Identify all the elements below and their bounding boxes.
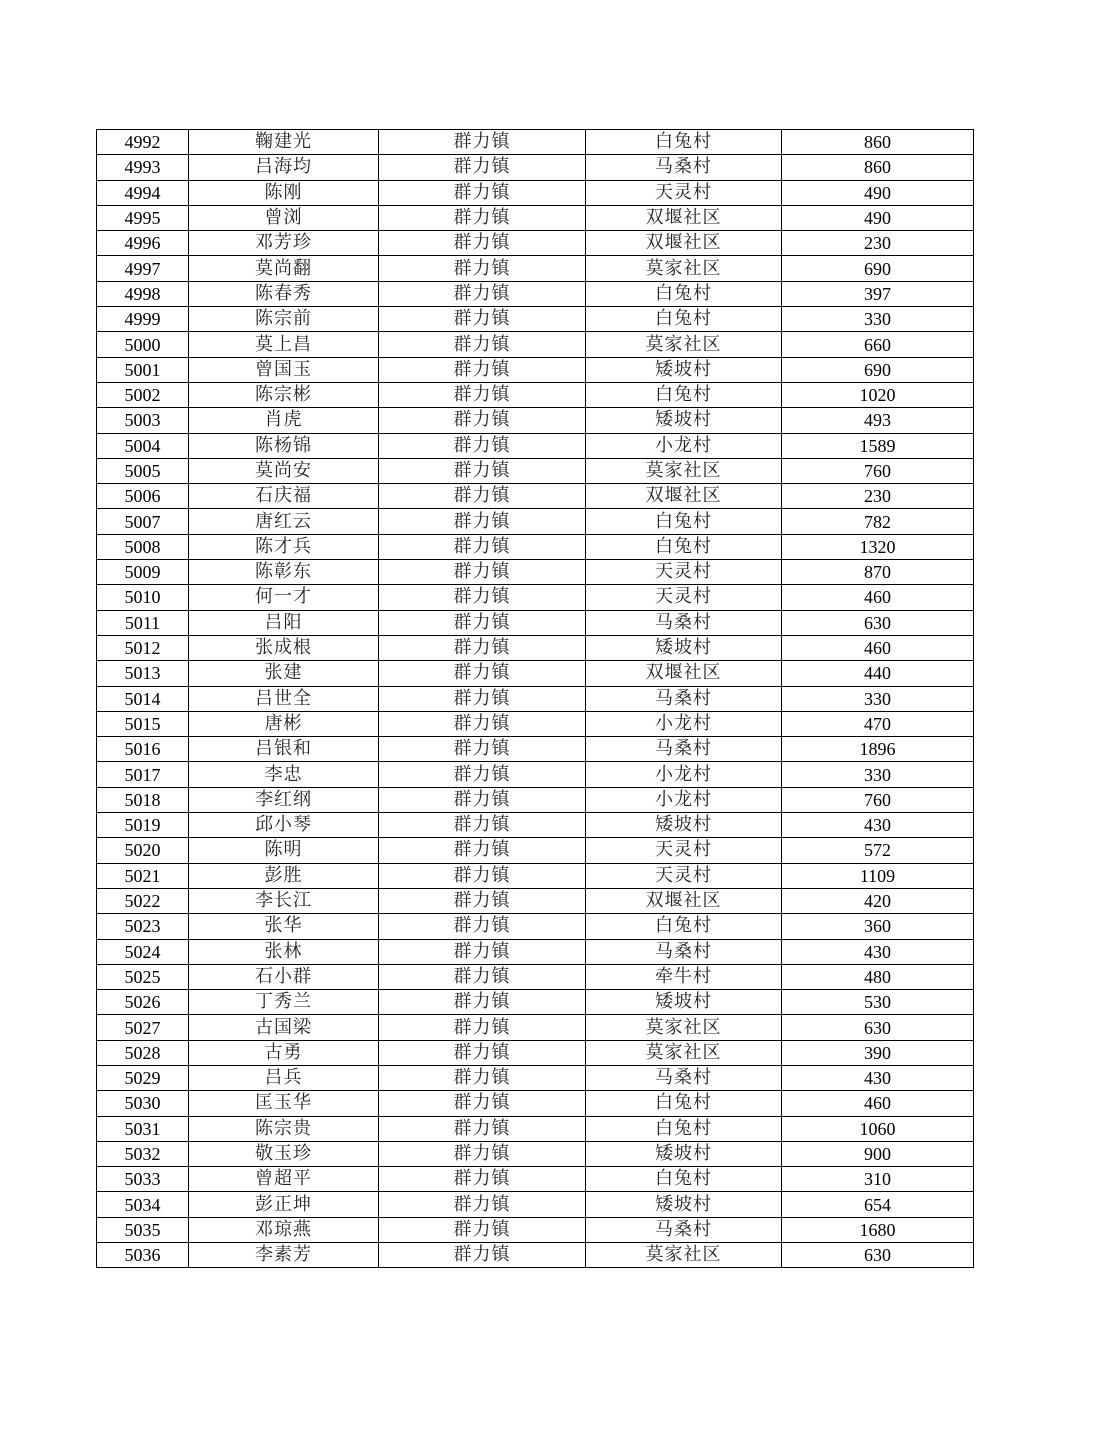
- cell-name: 李长江: [189, 888, 379, 913]
- cell-town: 群力镇: [379, 332, 586, 357]
- cell-village: 马桑村: [586, 737, 782, 762]
- cell-name: 陈刚: [189, 180, 379, 205]
- cell-number: 5028: [97, 1040, 189, 1065]
- cell-name: 唐彬: [189, 711, 379, 736]
- cell-number: 5012: [97, 635, 189, 660]
- cell-number: 5002: [97, 382, 189, 407]
- cell-amount: 397: [782, 281, 974, 306]
- cell-village: 双堰社区: [586, 661, 782, 686]
- cell-town: 群力镇: [379, 1040, 586, 1065]
- cell-amount: 330: [782, 762, 974, 787]
- cell-village: 双堰社区: [586, 231, 782, 256]
- cell-name: 陈明: [189, 838, 379, 863]
- cell-town: 群力镇: [379, 838, 586, 863]
- cell-name: 陈杨锦: [189, 433, 379, 458]
- table-row: [97, 560, 974, 585]
- cell-amount: 330: [782, 686, 974, 711]
- cell-village: 矮坡村: [586, 357, 782, 382]
- cell-town: 群力镇: [379, 1015, 586, 1040]
- cell-town: 群力镇: [379, 357, 586, 382]
- cell-village: 莫家社区: [586, 1015, 782, 1040]
- cell-village: 小龙村: [586, 711, 782, 736]
- cell-village: 矮坡村: [586, 1141, 782, 1166]
- cell-number: 5027: [97, 1015, 189, 1040]
- cell-number: 5010: [97, 585, 189, 610]
- cell-village: 白兔村: [586, 1091, 782, 1116]
- cell-name: 李忠: [189, 762, 379, 787]
- cell-town: 群力镇: [379, 205, 586, 230]
- cell-name: 匡玉华: [189, 1091, 379, 1116]
- cell-name: 彭胜: [189, 863, 379, 888]
- cell-town: 群力镇: [379, 408, 586, 433]
- cell-town: 群力镇: [379, 1141, 586, 1166]
- table-row: [97, 1091, 974, 1116]
- table-row: [97, 281, 974, 306]
- table-row: [97, 762, 974, 787]
- cell-amount: 330: [782, 307, 974, 332]
- cell-town: 群力镇: [379, 1116, 586, 1141]
- cell-name: 陈宗彬: [189, 382, 379, 407]
- cell-amount: 630: [782, 1243, 974, 1268]
- cell-number: 5014: [97, 686, 189, 711]
- table-row: [97, 635, 974, 660]
- cell-number: 5007: [97, 509, 189, 534]
- cell-amount: 654: [782, 1192, 974, 1217]
- table-row: [97, 914, 974, 939]
- table-row: [97, 307, 974, 332]
- table-row: [97, 1243, 974, 1268]
- cell-number: 5011: [97, 610, 189, 635]
- table-row: [97, 838, 974, 863]
- cell-amount: 860: [782, 130, 974, 155]
- cell-number: 5022: [97, 888, 189, 913]
- cell-number: 5032: [97, 1141, 189, 1166]
- cell-amount: 760: [782, 458, 974, 483]
- cell-town: 群力镇: [379, 231, 586, 256]
- table-row: [97, 231, 974, 256]
- cell-village: 白兔村: [586, 534, 782, 559]
- table-row: [97, 180, 974, 205]
- cell-name: 丁秀兰: [189, 990, 379, 1015]
- cell-amount: 420: [782, 888, 974, 913]
- cell-amount: 1589: [782, 433, 974, 458]
- cell-town: 群力镇: [379, 939, 586, 964]
- cell-town: 群力镇: [379, 813, 586, 838]
- cell-town: 群力镇: [379, 990, 586, 1015]
- table-row: [97, 1217, 974, 1242]
- table-row: [97, 1116, 974, 1141]
- cell-amount: 1020: [782, 382, 974, 407]
- cell-village: 天灵村: [586, 838, 782, 863]
- cell-village: 莫家社区: [586, 332, 782, 357]
- cell-amount: 430: [782, 813, 974, 838]
- cell-number: 5034: [97, 1192, 189, 1217]
- cell-name: 石庆福: [189, 484, 379, 509]
- cell-town: 群力镇: [379, 307, 586, 332]
- cell-village: 马桑村: [586, 155, 782, 180]
- table-row: [97, 711, 974, 736]
- cell-amount: 430: [782, 1065, 974, 1090]
- cell-village: 马桑村: [586, 686, 782, 711]
- cell-town: 群力镇: [379, 1243, 586, 1268]
- cell-amount: 630: [782, 1015, 974, 1040]
- cell-amount: 493: [782, 408, 974, 433]
- cell-town: 群力镇: [379, 534, 586, 559]
- table-row: [97, 155, 974, 180]
- cell-name: 古国梁: [189, 1015, 379, 1040]
- table-row: [97, 813, 974, 838]
- cell-name: 唐红云: [189, 509, 379, 534]
- cell-number: 5035: [97, 1217, 189, 1242]
- cell-name: 李素芳: [189, 1243, 379, 1268]
- cell-name: 陈春秀: [189, 281, 379, 306]
- cell-name: 陈彰东: [189, 560, 379, 585]
- cell-amount: 1896: [782, 737, 974, 762]
- cell-name: 莫尚安: [189, 458, 379, 483]
- table-row: [97, 130, 974, 155]
- table-row: [97, 888, 974, 913]
- cell-village: 天灵村: [586, 863, 782, 888]
- cell-village: 白兔村: [586, 1116, 782, 1141]
- cell-town: 群力镇: [379, 1167, 586, 1192]
- cell-number: 4993: [97, 155, 189, 180]
- cell-number: 5006: [97, 484, 189, 509]
- cell-name: 吕海均: [189, 155, 379, 180]
- cell-village: 马桑村: [586, 1065, 782, 1090]
- cell-name: 邱小琴: [189, 813, 379, 838]
- cell-number: 5008: [97, 534, 189, 559]
- cell-amount: 490: [782, 205, 974, 230]
- cell-town: 群力镇: [379, 484, 586, 509]
- cell-amount: 430: [782, 939, 974, 964]
- cell-town: 群力镇: [379, 635, 586, 660]
- cell-village: 白兔村: [586, 509, 782, 534]
- cell-number: 5030: [97, 1091, 189, 1116]
- cell-amount: 690: [782, 256, 974, 281]
- cell-town: 群力镇: [379, 1091, 586, 1116]
- table-row: [97, 787, 974, 812]
- cell-name: 陈宗前: [189, 307, 379, 332]
- cell-number: 4994: [97, 180, 189, 205]
- cell-number: 5033: [97, 1167, 189, 1192]
- cell-amount: 310: [782, 1167, 974, 1192]
- cell-name: 彭正坤: [189, 1192, 379, 1217]
- cell-number: 4996: [97, 231, 189, 256]
- cell-town: 群力镇: [379, 560, 586, 585]
- cell-village: 矮坡村: [586, 635, 782, 660]
- cell-number: 5024: [97, 939, 189, 964]
- table-row: [97, 863, 974, 888]
- table-body: [97, 130, 974, 1268]
- cell-village: 小龙村: [586, 433, 782, 458]
- cell-number: 5017: [97, 762, 189, 787]
- cell-name: 莫尚翻: [189, 256, 379, 281]
- cell-town: 群力镇: [379, 155, 586, 180]
- cell-town: 群力镇: [379, 1192, 586, 1217]
- cell-village: 白兔村: [586, 281, 782, 306]
- cell-town: 群力镇: [379, 711, 586, 736]
- cell-amount: 870: [782, 560, 974, 585]
- cell-town: 群力镇: [379, 762, 586, 787]
- cell-village: 双堰社区: [586, 205, 782, 230]
- cell-village: 矮坡村: [586, 990, 782, 1015]
- cell-name: 古勇: [189, 1040, 379, 1065]
- table-row: [97, 1167, 974, 1192]
- cell-village: 莫家社区: [586, 1243, 782, 1268]
- cell-number: 5020: [97, 838, 189, 863]
- cell-amount: 360: [782, 914, 974, 939]
- cell-amount: 1060: [782, 1116, 974, 1141]
- cell-amount: 1320: [782, 534, 974, 559]
- cell-town: 群力镇: [379, 686, 586, 711]
- cell-amount: 460: [782, 1091, 974, 1116]
- cell-town: 群力镇: [379, 458, 586, 483]
- cell-village: 马桑村: [586, 1217, 782, 1242]
- cell-number: 5015: [97, 711, 189, 736]
- cell-amount: 460: [782, 585, 974, 610]
- cell-amount: 390: [782, 1040, 974, 1065]
- cell-amount: 760: [782, 787, 974, 812]
- cell-amount: 1109: [782, 863, 974, 888]
- cell-number: 5026: [97, 990, 189, 1015]
- table-row: [97, 737, 974, 762]
- cell-number: 5025: [97, 964, 189, 989]
- cell-name: 陈才兵: [189, 534, 379, 559]
- cell-amount: 782: [782, 509, 974, 534]
- cell-number: 5004: [97, 433, 189, 458]
- cell-town: 群力镇: [379, 509, 586, 534]
- table-row: [97, 433, 974, 458]
- cell-town: 群力镇: [379, 382, 586, 407]
- cell-name: 陈宗贵: [189, 1116, 379, 1141]
- cell-number: 4995: [97, 205, 189, 230]
- table-row: [97, 610, 974, 635]
- cell-number: 4997: [97, 256, 189, 281]
- cell-town: 群力镇: [379, 256, 586, 281]
- cell-village: 天灵村: [586, 585, 782, 610]
- cell-name: 敬玉珍: [189, 1141, 379, 1166]
- cell-name: 邓芳珍: [189, 231, 379, 256]
- cell-village: 牵牛村: [586, 964, 782, 989]
- cell-amount: 572: [782, 838, 974, 863]
- cell-number: 5018: [97, 787, 189, 812]
- cell-town: 群力镇: [379, 888, 586, 913]
- cell-town: 群力镇: [379, 787, 586, 812]
- cell-amount: 1680: [782, 1217, 974, 1242]
- cell-village: 马桑村: [586, 939, 782, 964]
- cell-village: 白兔村: [586, 382, 782, 407]
- cell-number: 5019: [97, 813, 189, 838]
- cell-name: 曾超平: [189, 1167, 379, 1192]
- cell-town: 群力镇: [379, 661, 586, 686]
- cell-amount: 690: [782, 357, 974, 382]
- table-row: [97, 1141, 974, 1166]
- cell-amount: 490: [782, 180, 974, 205]
- cell-amount: 860: [782, 155, 974, 180]
- cell-name: 曾浏: [189, 205, 379, 230]
- cell-name: 石小群: [189, 964, 379, 989]
- cell-amount: 480: [782, 964, 974, 989]
- cell-amount: 460: [782, 635, 974, 660]
- cell-amount: 900: [782, 1141, 974, 1166]
- table-row: [97, 382, 974, 407]
- cell-name: 张建: [189, 661, 379, 686]
- cell-town: 群力镇: [379, 281, 586, 306]
- cell-number: 5029: [97, 1065, 189, 1090]
- cell-village: 矮坡村: [586, 408, 782, 433]
- table-row: [97, 458, 974, 483]
- cell-town: 群力镇: [379, 180, 586, 205]
- cell-village: 双堰社区: [586, 888, 782, 913]
- cell-village: 莫家社区: [586, 256, 782, 281]
- table-row: [97, 964, 974, 989]
- cell-name: 何一才: [189, 585, 379, 610]
- cell-name: 莫上昌: [189, 332, 379, 357]
- cell-number: 4999: [97, 307, 189, 332]
- table-row: [97, 1015, 974, 1040]
- cell-number: 5023: [97, 914, 189, 939]
- cell-village: 天灵村: [586, 180, 782, 205]
- cell-name: 张成根: [189, 635, 379, 660]
- cell-town: 群力镇: [379, 130, 586, 155]
- cell-number: 4998: [97, 281, 189, 306]
- cell-name: 鞠建光: [189, 130, 379, 155]
- table-row: [97, 256, 974, 281]
- cell-village: 双堰社区: [586, 484, 782, 509]
- cell-name: 肖虎: [189, 408, 379, 433]
- table-row: [97, 509, 974, 534]
- cell-amount: 630: [782, 610, 974, 635]
- cell-number: 5000: [97, 332, 189, 357]
- cell-name: 吕银和: [189, 737, 379, 762]
- cell-village: 莫家社区: [586, 458, 782, 483]
- table-row: [97, 585, 974, 610]
- cell-town: 群力镇: [379, 914, 586, 939]
- cell-village: 莫家社区: [586, 1040, 782, 1065]
- table-row: [97, 408, 974, 433]
- cell-name: 邓琼燕: [189, 1217, 379, 1242]
- table-row: [97, 484, 974, 509]
- data-table: [96, 129, 974, 1268]
- cell-name: 张林: [189, 939, 379, 964]
- cell-number: 5021: [97, 863, 189, 888]
- cell-town: 群力镇: [379, 964, 586, 989]
- cell-amount: 470: [782, 711, 974, 736]
- cell-amount: 530: [782, 990, 974, 1015]
- cell-amount: 440: [782, 661, 974, 686]
- cell-village: 矮坡村: [586, 813, 782, 838]
- table-row: [97, 661, 974, 686]
- cell-name: 曾国玉: [189, 357, 379, 382]
- cell-village: 马桑村: [586, 610, 782, 635]
- cell-amount: 230: [782, 484, 974, 509]
- cell-number: 5013: [97, 661, 189, 686]
- cell-village: 矮坡村: [586, 1192, 782, 1217]
- cell-amount: 230: [782, 231, 974, 256]
- cell-town: 群力镇: [379, 737, 586, 762]
- table-row: [97, 332, 974, 357]
- cell-village: 白兔村: [586, 914, 782, 939]
- table-row: [97, 534, 974, 559]
- cell-village: 白兔村: [586, 130, 782, 155]
- cell-town: 群力镇: [379, 433, 586, 458]
- table-row: [97, 1192, 974, 1217]
- cell-name: 张华: [189, 914, 379, 939]
- cell-number: 5009: [97, 560, 189, 585]
- cell-number: 4992: [97, 130, 189, 155]
- cell-number: 5036: [97, 1243, 189, 1268]
- table-row: [97, 1040, 974, 1065]
- cell-village: 天灵村: [586, 560, 782, 585]
- cell-village: 小龙村: [586, 787, 782, 812]
- cell-number: 5031: [97, 1116, 189, 1141]
- cell-town: 群力镇: [379, 610, 586, 635]
- cell-village: 白兔村: [586, 1167, 782, 1192]
- cell-town: 群力镇: [379, 863, 586, 888]
- cell-number: 5001: [97, 357, 189, 382]
- table-row: [97, 939, 974, 964]
- cell-name: 吕兵: [189, 1065, 379, 1090]
- table-row: [97, 686, 974, 711]
- cell-village: 白兔村: [586, 307, 782, 332]
- cell-village: 小龙村: [586, 762, 782, 787]
- cell-name: 吕阳: [189, 610, 379, 635]
- table-row: [97, 205, 974, 230]
- cell-town: 群力镇: [379, 1217, 586, 1242]
- table-row: [97, 990, 974, 1015]
- cell-number: 5003: [97, 408, 189, 433]
- cell-amount: 660: [782, 332, 974, 357]
- table-row: [97, 357, 974, 382]
- cell-name: 李红纲: [189, 787, 379, 812]
- table-row: [97, 1065, 974, 1090]
- cell-number: 5005: [97, 458, 189, 483]
- cell-number: 5016: [97, 737, 189, 762]
- cell-town: 群力镇: [379, 1065, 586, 1090]
- cell-town: 群力镇: [379, 585, 586, 610]
- cell-name: 吕世全: [189, 686, 379, 711]
